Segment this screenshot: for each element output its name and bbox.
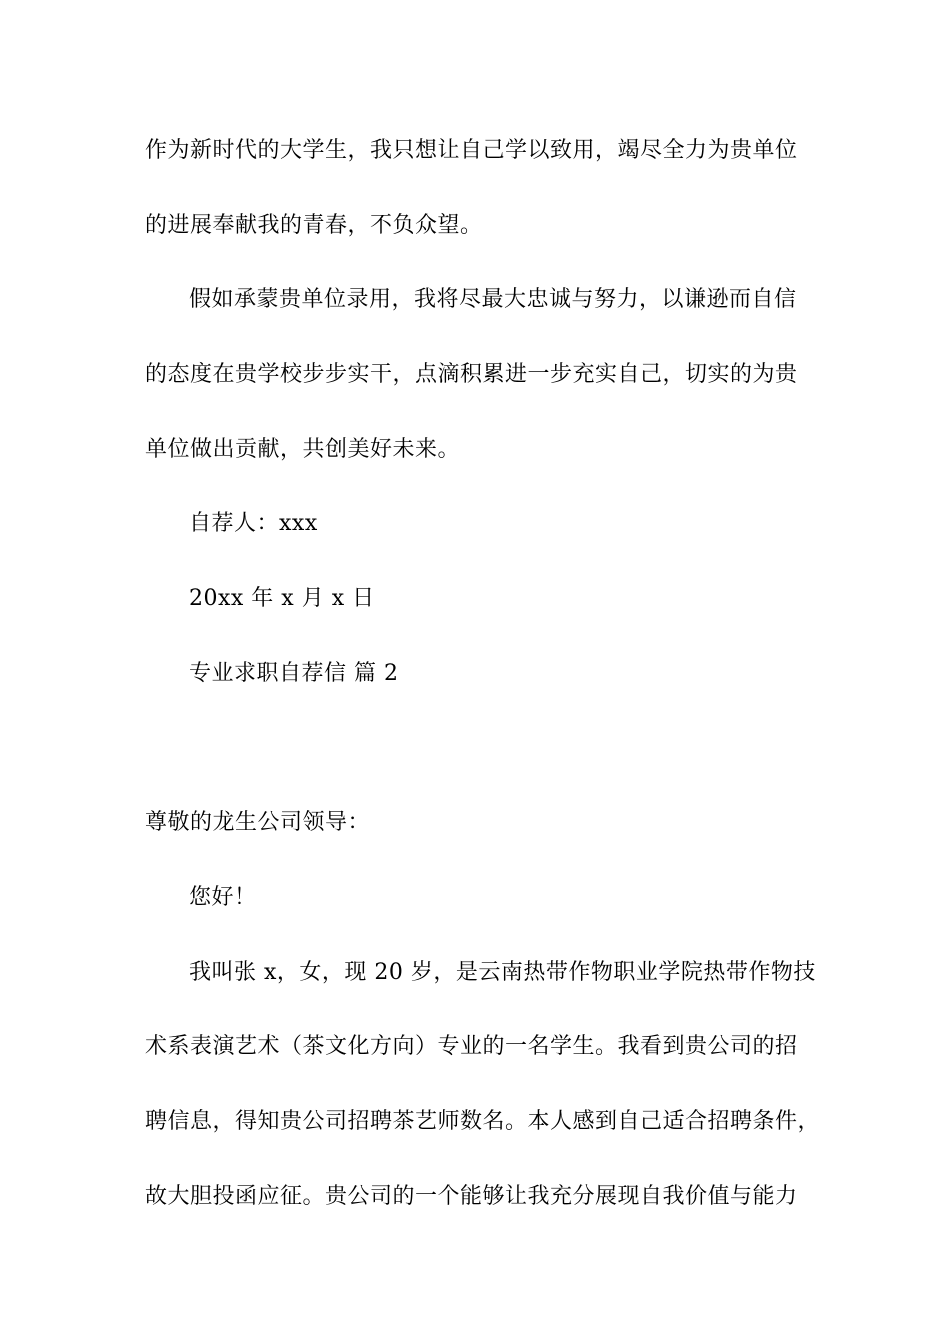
signature-line: 自荐人：xxx: [189, 511, 318, 536]
paragraph-line: 单位做出贡献，共创美好未来。: [145, 437, 461, 462]
salutation: 尊敬的龙生公司领导：: [145, 810, 371, 835]
paragraph-line: 的态度在贵学校步步实干，点滴积累进一步充实自己，切实的为贵: [145, 362, 798, 387]
paragraph-line: 故大胆投函应征。贵公司的一个能够让我充分展现自我价值与能力: [145, 1184, 798, 1209]
paragraph-line: 假如承蒙贵单位录用，我将尽最大忠诚与努力，以谦逊而自信: [189, 287, 797, 312]
paragraph-line: 的进展奉献我的青春，不负众望。: [145, 213, 483, 238]
paragraph-line: 作为新时代的大学生，我只想让自己学以致用，竭尽全力为贵单位: [145, 138, 798, 163]
paragraph-line: 聘信息，得知贵公司招聘茶艺师数名。本人感到自己适合招聘条件，: [145, 1109, 821, 1134]
greeting: 您好！: [189, 885, 257, 910]
paragraph-line: 术系表演艺术（茶文化方向）专业的一名学生。我看到贵公司的招: [145, 1034, 798, 1059]
paragraph-line: 我叫张 x，女，现 20 岁，是云南热带作物职业学院热带作物技: [189, 960, 816, 985]
date-line: 20xx 年 x 月 x 日: [189, 586, 375, 611]
section-heading: 专业求职自荐信 篇 2: [189, 661, 399, 686]
